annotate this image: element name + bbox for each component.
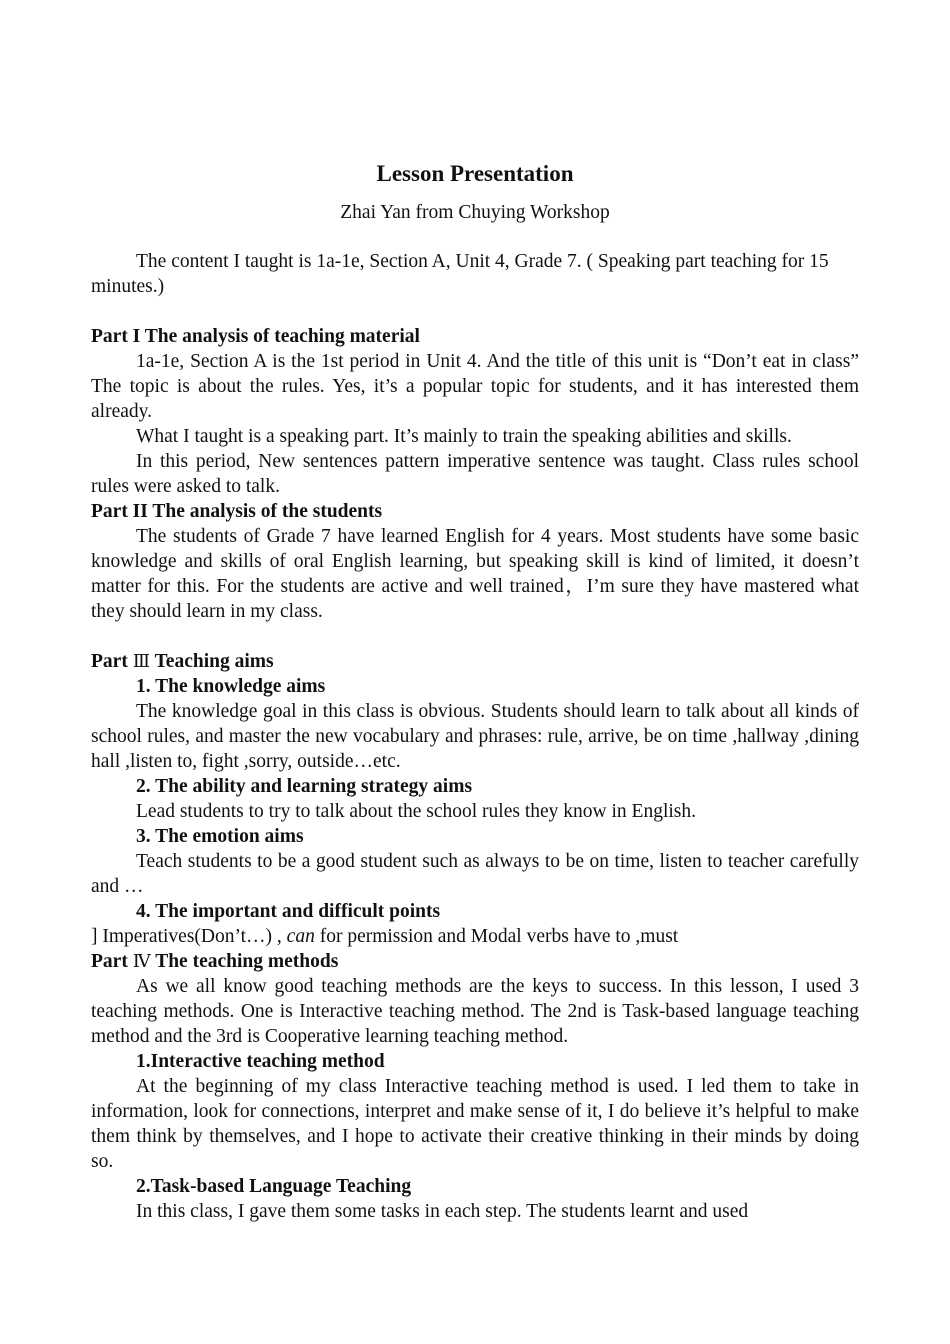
method1-title: 1.Interactive teaching method <box>136 1051 385 1072</box>
spacer <box>91 299 859 324</box>
method2-text: In this class, I gave them some tasks in each step. The students learnt and used <box>136 1201 749 1222</box>
part3-heading-number: Ⅲ <box>132 651 151 672</box>
doc-body <box>91 249 859 1224</box>
doc-title: Lesson Presentation <box>376 161 574 186</box>
method1-text: At the beginning of my class Interactive teaching method is used. I led them to take in information, look for connections, interpret and make sense of it, I do believe it’s helpful to make them think by themselves, and I hope to activate their creative thinking in their minds by doing so. <box>91 1076 859 1172</box>
key-points-title: 4. The important and difficult points <box>136 901 441 922</box>
part1-heading: Part I The analysis of teaching material <box>91 326 420 347</box>
part1-paragraph-2: What I taught is a speaking part. It’s mainly to train the speaking abilities and skills. <box>136 426 792 447</box>
part4-paragraph-1: As we all know good teaching methods are the keys to success. In this lesson, I used 3 teaching methods. One is Interactive teaching method. The 2nd is Task-based language teaching method and the 3rd is Cooperative learning teaching method. <box>91 976 859 1047</box>
ability-aims-title: 2. The ability and learning strategy aims <box>136 776 473 797</box>
part4-heading <box>91 949 859 974</box>
knowledge-aims-title: 1. The knowledge aims <box>136 676 326 697</box>
part3-heading-text: Teaching aims <box>150 651 274 672</box>
part4-heading-number: Ⅳ <box>132 951 151 972</box>
spacer <box>91 624 859 649</box>
part2-paragraph-1: The students of Grade 7 have learned English for 4 years. Most students have some basic knowledge and skills of oral English learning, but speaking skill is kind of limited, it doesn’t matter for this. For the students are active and well trained，I’m sure they have mastered what they should learn in my class. <box>91 526 859 622</box>
key-points-text-b: for permission and Modal verbs have to ,must <box>314 926 679 947</box>
intro-paragraph: The content I taught is 1a-1e, Section A, Unit 4, Grade 7. ( Speaking part teaching for 15 minutes.) <box>91 251 829 297</box>
part4-heading-text: The teaching methods <box>150 951 339 972</box>
emotion-aims-title: 3. The emotion aims <box>136 826 304 847</box>
key-points-text-a: ] Imperatives(Don’t…) , <box>91 926 287 947</box>
part3-heading <box>91 649 859 674</box>
knowledge-aims-text: The knowledge goal in this class is obvious. Students should learn to talk about all kinds of school rules, and master the new vocabulary and phrases: rule, arrive, be on time ,hallway ,dining hall ,listen to, fight ,sorry, outside…etc. <box>91 701 859 772</box>
emotion-aims-text: Teach students to be a good student such as always to be on time, listen to teacher carefully and … <box>91 851 859 897</box>
part2-heading: Part II The analysis of the students <box>91 501 383 522</box>
part1-paragraph-3: In this period, New sentences pattern imperative sentence was taught. Class rules school rules were asked to talk. <box>91 451 859 497</box>
doc-subtitle: Zhai Yan from Chuying Workshop <box>340 202 610 223</box>
part4-heading-prefix: Part <box>91 951 128 972</box>
key-points-can: can <box>286 926 315 947</box>
part3-heading-prefix: Part <box>91 651 128 672</box>
ability-aims-text: Lead students to try to talk about the school rules they know in English. <box>136 801 696 822</box>
method2-title: 2.Task-based Language Teaching <box>136 1176 412 1197</box>
part1-paragraph-1: 1a-1e, Section A is the 1st period in Unit 4. And the title of this unit is “Don’t eat in class” The topic is about the rules. Yes, it’s a popular topic for students, and it has interested them already. <box>91 351 859 422</box>
key-points-text <box>91 924 859 949</box>
